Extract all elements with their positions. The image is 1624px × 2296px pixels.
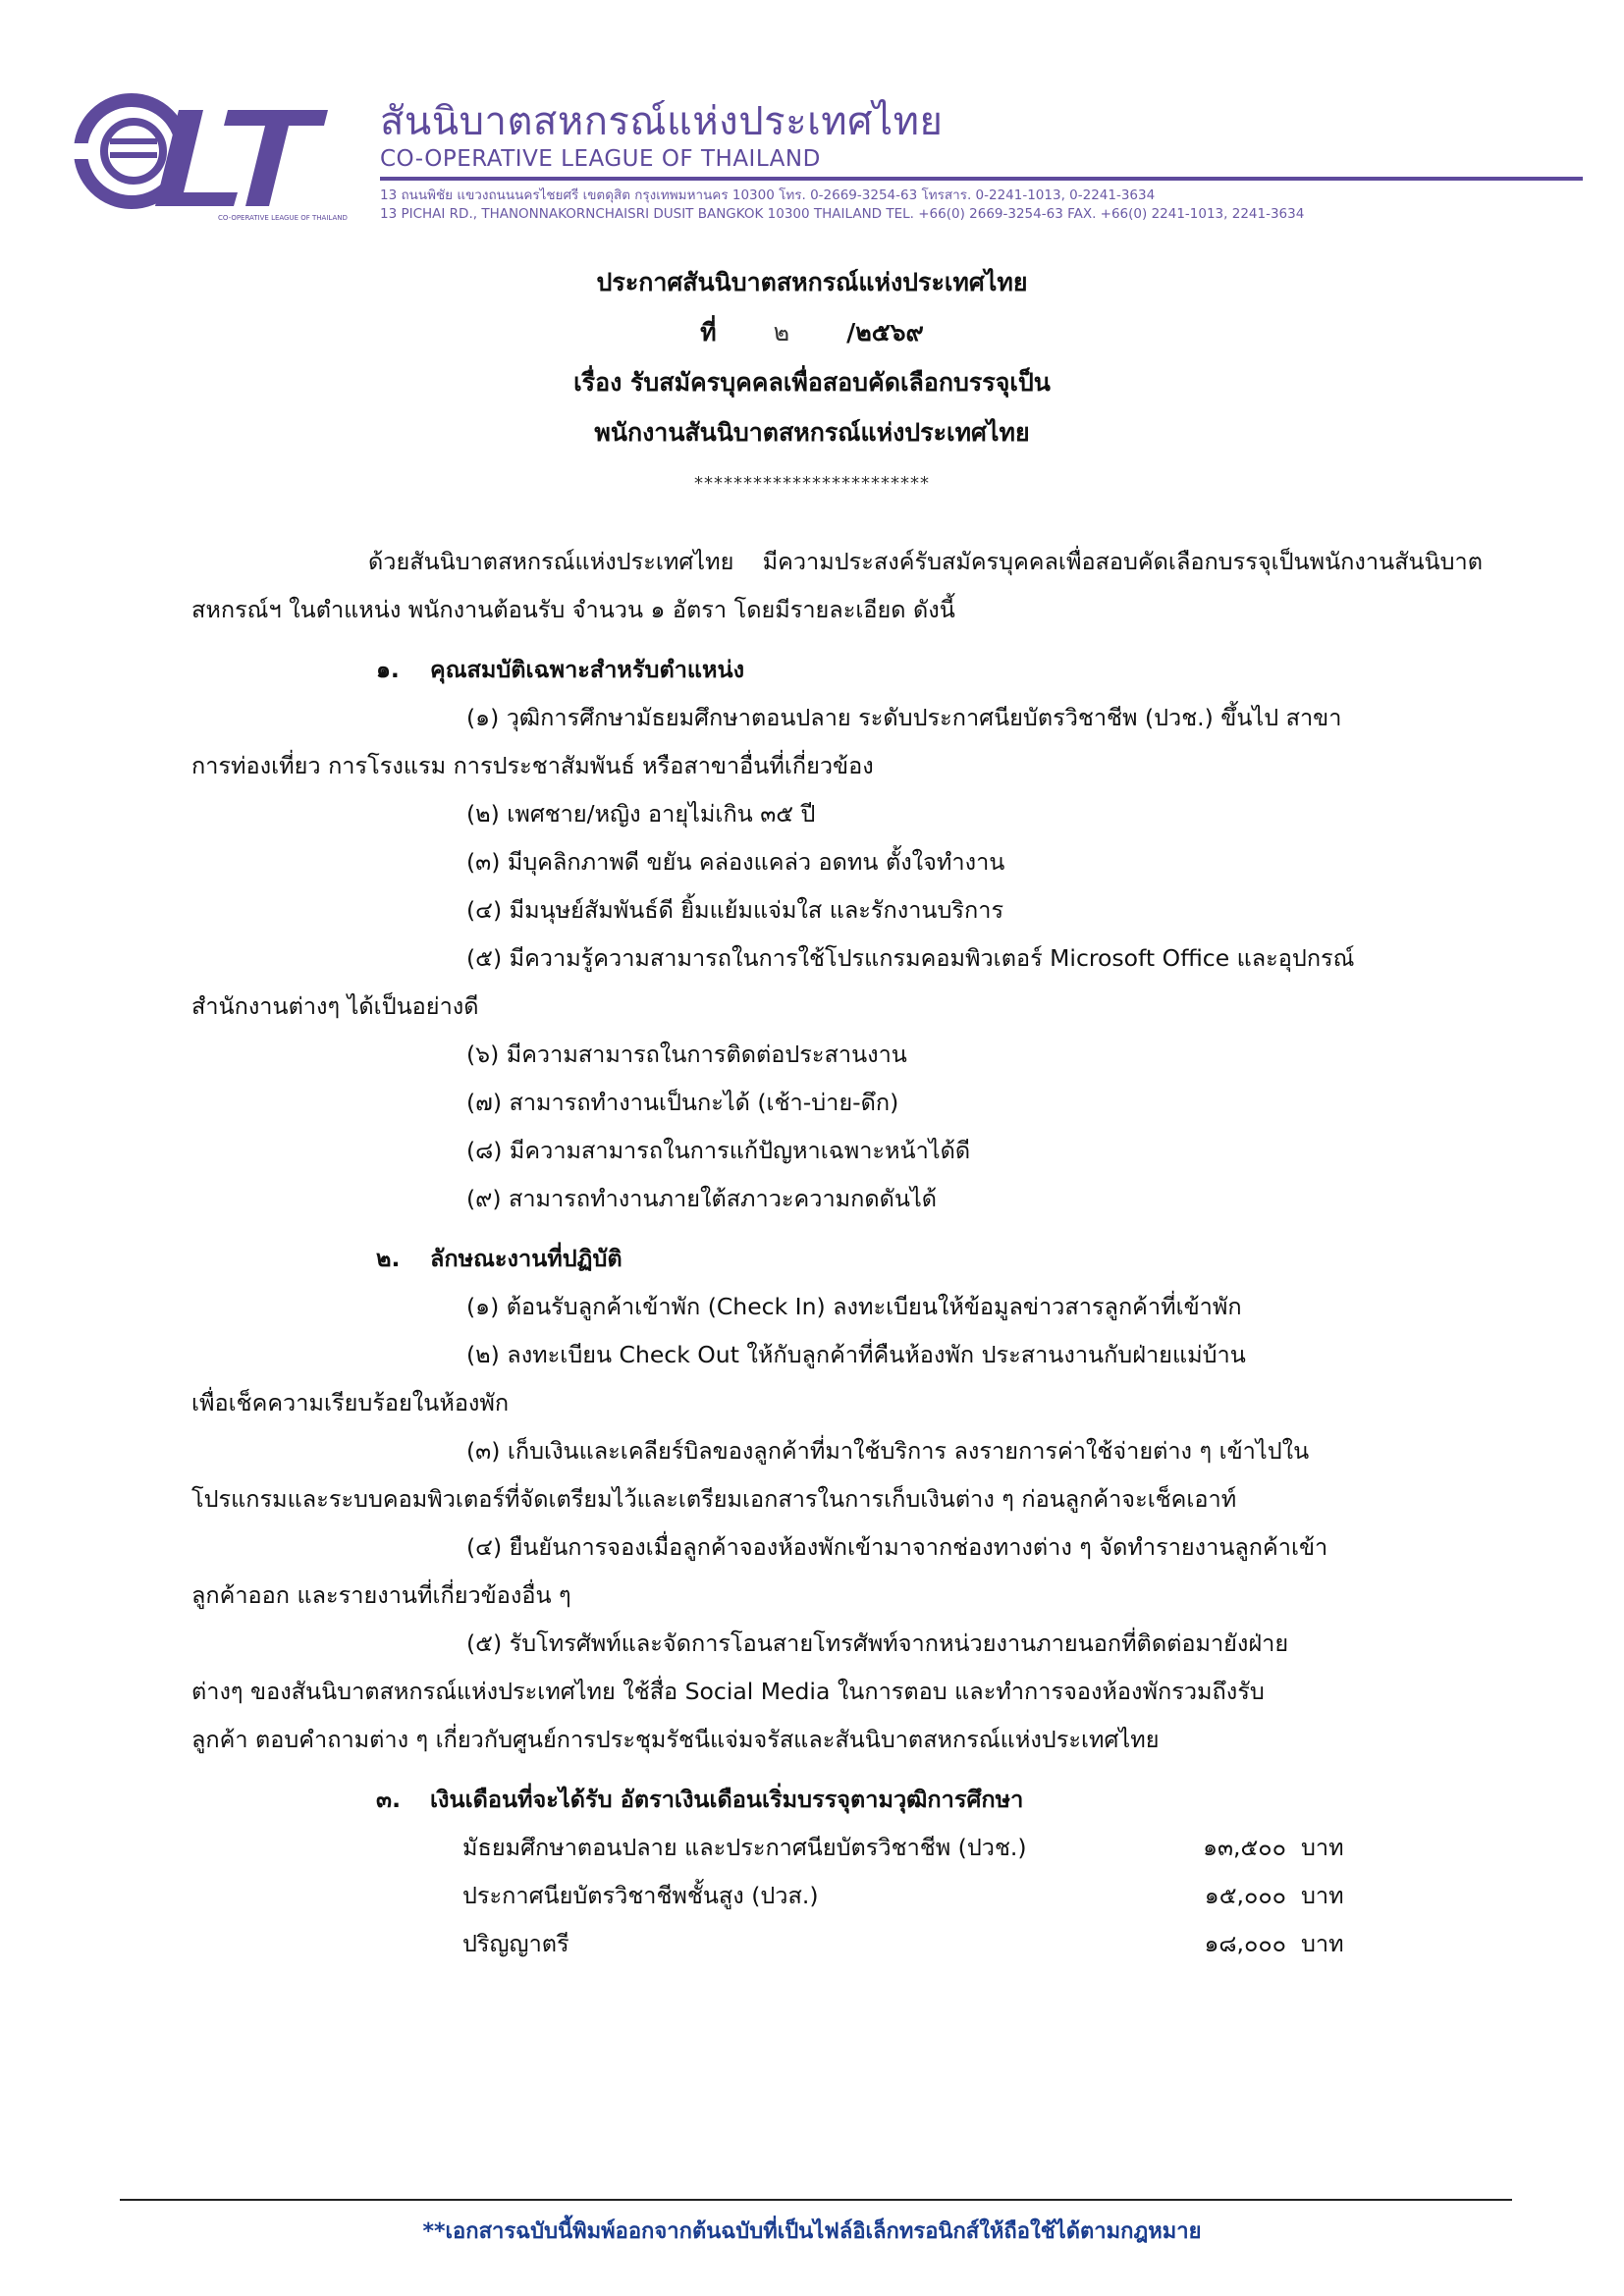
list-item: (๒) ลงทะเบียน Check Out ให้กับลูกค้าที่คืนห้องพัก ประสานงานกับฝ่ายแม่บ้าน เพื่อเช็คความเรียบร้อยในห้องพัก: [191, 1341, 1246, 1416]
salary-row: [191, 1920, 1483, 1968]
salary-row: [191, 1872, 1483, 1920]
salary-amount: ๑๓,๕๐๐: [1203, 1834, 1286, 1861]
org-name-thai: สันนิบาตสหกรณ์แห่งประเทศไทย: [380, 99, 944, 144]
list-item: (๔) มีมนุษย์สัมพันธ์ดี ยิ้มแย้มแจ่มใส และรักงานบริการ: [466, 896, 1004, 924]
section-title: คุณสมบัติเฉพาะสำหรับตำแหน่ง: [430, 656, 745, 683]
address-english: 13 PICHAI RD., THANONNAKORNCHAISRI DUSIT BANGKOK 10300 THAILAND TEL. +66(0) 2669-3254-63 FAX. +66(0) 2241-1013, 2241-3634: [380, 206, 1305, 222]
clt-logo-icon: [71, 90, 365, 228]
salary-amount: ๑๘,๐๐๐: [1204, 1930, 1286, 1957]
salary-level: ประกาศนียบัตรวิชาชีพชั้นสูง (ปวส.): [462, 1882, 819, 1909]
section-number: ๒.: [376, 1245, 401, 1272]
list-item: (๑) วุฒิการศึกษามัธยมศึกษาตอนปลาย ระดับประกาศนียบัตรวิชาชีพ (ปวช.) ขึ้นไป สาขา การท่องเที่ยว การโรงแรม การประชาสัมพันธ์ หรือสาขาอื่นที่เกี่ยวข้อง: [191, 704, 1342, 779]
document-body: [191, 538, 1483, 1968]
intro-paragraph: ด้วยสันนิบาตสหกรณ์แห่งประเทศไทย มีความประสงค์รับสมัครบุคคลเพื่อสอบคัดเลือกบรรจุเป็นพนักงานสันนิบาตสหกรณ์ฯ ในตำแหน่ง พนักงานต้อนรับ จำนวน ๑ อัตรา โดยมีรายละเอียด ดังนี้: [191, 548, 1483, 623]
list-item: (๓) มีบุคลิกภาพดี ขยัน คล่องแคล่ว อดทน ตั้งใจทำงาน: [466, 848, 1005, 876]
section-1-heading: [376, 646, 1483, 694]
letterhead: [71, 90, 1588, 238]
list-item: (๓) เก็บเงินและเคลียร์บิลของลูกค้าที่มาใช้บริการ ลงรายการค่าใช้จ่ายต่าง ๆ เข้าไปใน โปรแกรมและระบบคอมพิวเตอร์ที่จัดเตรียมไว้และเตรียมเอกสารในการเก็บเงินต่าง ๆ ก่อนลูกค้าจะเช็คเอาท์: [191, 1437, 1310, 1513]
footer-divider: [120, 2199, 1512, 2201]
section-2-heading: [376, 1235, 1483, 1283]
list-item: (๔) ยืนยันการจองเมื่อลูกค้าจองห้องพักเข้ามาจากช่องทางต่าง ๆ จัดทำรายงานลูกค้าเข้า ลูกค้าออก และรายงานที่เกี่ยวข้องอื่น ๆ: [191, 1533, 1328, 1609]
announcement-title: [0, 257, 1624, 457]
salary-row: [191, 1824, 1483, 1872]
number-label: ที่: [700, 318, 717, 347]
list-item: (๕) รับโทรศัพท์และจัดการโอนสายโทรศัพท์จากหน่วยงานภายนอกที่ติดต่อมายังฝ่าย ต่างๆ ของสันนิบาตสหกรณ์แห่งประเทศไทย ใช้สื่อ Social Media ในการตอบ และทำการจองห้องพักรวมถึงรับ ลูกค้า ตอบคำถามต่าง ๆ เกี่ยวกับศูนย์การประชุมรัชนีแจ่มจรัสและสันนิบาตสหกรณ์แห่งประเทศไทย: [191, 1629, 1289, 1753]
salary-unit: บาท: [1301, 1882, 1344, 1909]
address-thai: 13 ถนนพิชัย แขวงถนนนครไชยศรี เขตดุสิต กรุงเทพมหานคร 10300 โทร. 0-2669-3254-63 โทรสาร. 0-2241-1013, 0-2241-3634: [380, 187, 1156, 203]
section-number: ๓.: [376, 1786, 401, 1813]
logo-caption: CO-OPERATIVE LEAGUE OF THAILAND: [218, 214, 348, 222]
letterhead-divider: [380, 177, 1583, 181]
salary-level: ปริญญาตรี: [462, 1930, 569, 1957]
section-3-heading: [376, 1776, 1483, 1824]
title-line: ประกาศสันนิบาตสหกรณ์แห่งประเทศไทย: [596, 268, 1028, 296]
list-item: (๕) มีความรู้ความสามารถในการใช้โปรแกรมคอมพิวเตอร์ Microsoft Office และอุปกรณ์ สำนักงานต่างๆ ได้เป็นอย่างดี: [191, 944, 1355, 1020]
salary-amount: ๑๕,๐๐๐: [1204, 1882, 1286, 1909]
subject-line-2: พนักงานสันนิบาตสหกรณ์แห่งประเทศไทย: [594, 418, 1030, 447]
salary-level: มัธยมศึกษาตอนปลาย และประกาศนียบัตรวิชาชีพ (ปวช.): [462, 1834, 1027, 1861]
list-item: (๘) มีความสามารถในการแก้ปัญหาเฉพาะหน้าได้ดี: [466, 1137, 971, 1164]
list-item: (๙) สามารถทำงานภายใต้สภาวะความกดดันได้: [466, 1185, 938, 1212]
salary-unit: บาท: [1301, 1834, 1344, 1861]
number-value: ๒: [773, 318, 790, 347]
list-item: (๑) ต้อนรับลูกค้าเข้าพัก (Check In) ลงทะเบียนให้ข้อมูลข่าวสารลูกค้าที่เข้าพัก: [466, 1293, 1242, 1320]
salary-unit: บาท: [1301, 1930, 1344, 1957]
section-title: ลักษณะงานที่ปฏิบัติ: [430, 1245, 623, 1272]
list-item: (๗) สามารถทำงานเป็นกะได้ (เช้า-บ่าย-ดึก): [466, 1089, 899, 1116]
list-item: (๒) เพศชาย/หญิง อายุไม่เกิน ๓๕ ปี: [466, 800, 816, 828]
separator-stars: ************************: [694, 473, 930, 494]
section-number: ๑.: [376, 656, 400, 683]
section-title: เงินเดือนที่จะได้รับ อัตราเงินเดือนเริ่มบรรจุตามวุฒิการศึกษา: [430, 1786, 1024, 1813]
org-name-english: CO-OPERATIVE LEAGUE OF THAILAND: [380, 146, 821, 172]
footnote: **เอกสารฉบับนี้พิมพ์ออกจากต้นฉบับที่เป็นไฟล์อิเล็กทรอนิกส์ให้ถือใช้ได้ตามกฎหมาย: [422, 2219, 1202, 2244]
number-year: /๒๕๖๙: [846, 318, 924, 347]
list-item: (๖) มีความสามารถในการติดต่อประสานงาน: [466, 1041, 907, 1068]
announcement-number: [0, 307, 1624, 357]
subject-line: เรื่อง รับสมัครบุคคลเพื่อสอบคัดเลือกบรรจุเป็น: [573, 368, 1051, 397]
